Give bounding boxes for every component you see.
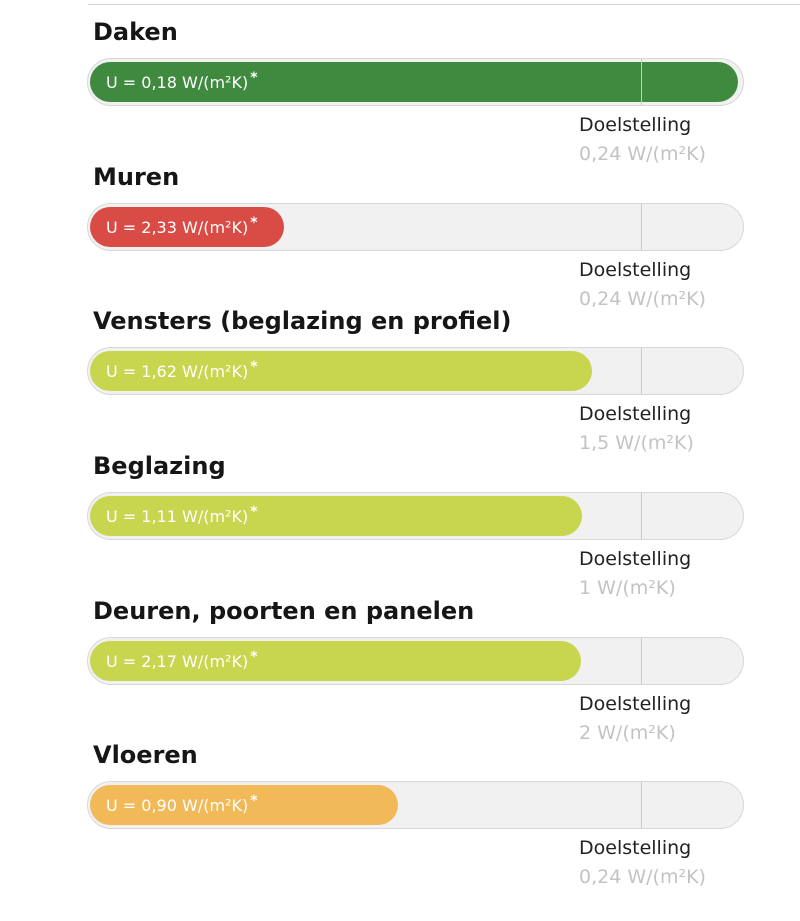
section-daken — [0, 0, 800, 165]
goal-label: Doelstelling — [579, 548, 692, 570]
u-value-bar — [90, 207, 284, 247]
footnote-asterisk: * — [250, 215, 258, 231]
goal-label: Doelstelling — [579, 693, 692, 715]
u-value-label: U = 0,90 W/(m²K) — [106, 795, 249, 815]
section-vloeren — [0, 723, 800, 888]
footnote-asterisk: * — [250, 359, 258, 375]
goal-label: Doelstelling — [579, 837, 692, 859]
footnote-asterisk: * — [250, 504, 258, 520]
u-value-label: U = 2,33 W/(m²K) — [106, 217, 249, 237]
u-value-label: U = 1,62 W/(m²K) — [106, 361, 249, 381]
u-value-label: U = 1,11 W/(m²K) — [106, 506, 249, 526]
u-value-bar — [90, 785, 398, 825]
target-marker — [641, 782, 642, 828]
goal-label: Doelstelling — [579, 114, 692, 136]
goal-label: Doelstelling — [579, 403, 692, 425]
u-value-bar — [90, 496, 582, 536]
section-muren — [0, 145, 800, 310]
target-marker — [641, 493, 642, 539]
footnote-asterisk: * — [250, 793, 258, 809]
section-beglazing — [0, 434, 800, 599]
footnote-asterisk: * — [250, 70, 258, 86]
section-vensters — [0, 289, 800, 454]
section-title: Vensters (beglazing en profiel) — [93, 307, 512, 335]
goal-value: 1,5 W/(m²K) — [579, 432, 694, 454]
u-value-label: U = 0,18 W/(m²K) — [106, 72, 249, 92]
target-marker — [641, 348, 642, 394]
goal-value: 0,24 W/(m²K) — [579, 866, 706, 888]
goal-value: 0,24 W/(m²K) — [579, 288, 706, 310]
target-marker — [641, 59, 642, 105]
section-title: Daken — [93, 18, 178, 46]
u-value-bar — [90, 641, 581, 681]
footnote-asterisk: * — [250, 649, 258, 665]
target-marker — [641, 638, 642, 684]
u-value-label: U = 2,17 W/(m²K) — [106, 651, 249, 671]
section-title: Beglazing — [93, 452, 226, 480]
goal-value: 2 W/(m²K) — [579, 722, 676, 744]
section-deuren — [0, 579, 800, 744]
section-title: Muren — [93, 163, 180, 191]
goal-label: Doelstelling — [579, 259, 692, 281]
target-marker — [641, 204, 642, 250]
goal-value: 0,24 W/(m²K) — [579, 143, 706, 165]
goal-value: 1 W/(m²K) — [579, 577, 676, 599]
section-title: Deuren, poorten en panelen — [93, 597, 475, 625]
section-title: Vloeren — [93, 741, 198, 769]
u-value-bar — [90, 351, 592, 391]
